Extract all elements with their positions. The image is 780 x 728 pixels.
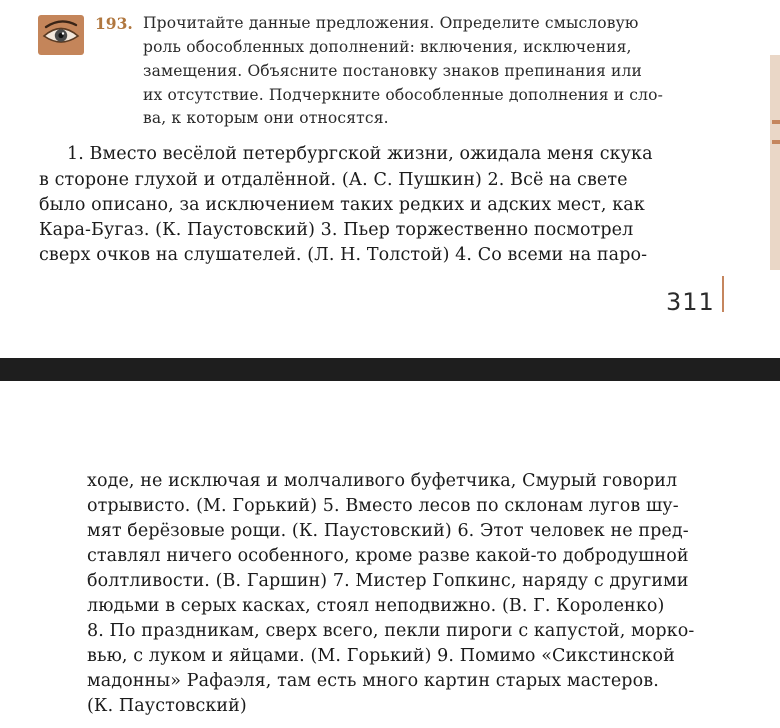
exercise-text-line: было описано, за исключением таких редких и адских мест, как bbox=[39, 195, 645, 215]
task-text-line: роль обособленных дополнений: включения, исключения, bbox=[143, 38, 632, 56]
exercise-text-line: в стороне глухой и отдалённой. (А. С. Пушкин) 2. Всё на свете bbox=[39, 170, 628, 190]
task-text-line: их отсутствие. Подчеркните обособленные дополнения и сло- bbox=[143, 86, 663, 104]
exercise-text-line: вью, с луком и яйцами. (М. Горький) 9. Помимо «Сикстинской bbox=[87, 646, 675, 666]
task-text-line: замещения. Объясните постановку знаков препинания или bbox=[143, 62, 642, 80]
task-text-line: ва, к которым они относятся. bbox=[143, 109, 389, 127]
page-divider bbox=[0, 358, 780, 381]
page-number: 311 bbox=[666, 288, 715, 316]
exercise-text-line: 8. По праздникам, сверх всего, пекли пироги с капустой, морко- bbox=[87, 621, 695, 641]
exercise-text-line: отрывисто. (М. Горький) 5. Вместо лесов по склонам лугов шу- bbox=[87, 496, 679, 516]
exercise-text-line: 1. Вместо весёлой петербургской жизни, ожидала меня скука bbox=[67, 144, 653, 164]
page-312 bbox=[0, 381, 780, 728]
task-number: 193. bbox=[95, 14, 133, 33]
exercise-text-line: мадонны» Рафаэля, там есть много картин старых мастеров. bbox=[87, 671, 659, 691]
margin-tick bbox=[772, 140, 780, 144]
exercise-text-line: сверх очков на слушателей. (Л. Н. Толстой) 4. Со всеми на паро- bbox=[39, 245, 648, 265]
task-text-line: Прочитайте данные предложения. Определите смысловую bbox=[143, 14, 639, 32]
exercise-text-line: людьми в серых касках, стоял неподвижно. (В. Г. Короленко) bbox=[87, 596, 665, 616]
eye-icon bbox=[38, 15, 84, 55]
margin-tick bbox=[772, 120, 780, 124]
exercise-text-line: болтливости. (В. Гаршин) 7. Мистер Гопкинс, наряду с другими bbox=[87, 571, 689, 591]
exercise-text-line: ставлял ничего особенного, кроме разве какой-то добродушной bbox=[87, 546, 689, 566]
exercise-text-line: мят берёзовые рощи. (К. Паустовский) 6. Этот человек не пред- bbox=[87, 521, 689, 541]
exercise-text-line: Кара-Бугаз. (К. Паустовский) 3. Пьер торжественно посмотрел bbox=[39, 220, 634, 240]
page-number-rule bbox=[722, 276, 724, 312]
exercise-text-line: ходе, не исключая и молчаливого буфетчика, Смурый говорил bbox=[87, 471, 678, 491]
margin-bar bbox=[768, 55, 780, 270]
exercise-text-line: (К. Паустовский) bbox=[87, 696, 247, 716]
page-311 bbox=[0, 0, 780, 358]
